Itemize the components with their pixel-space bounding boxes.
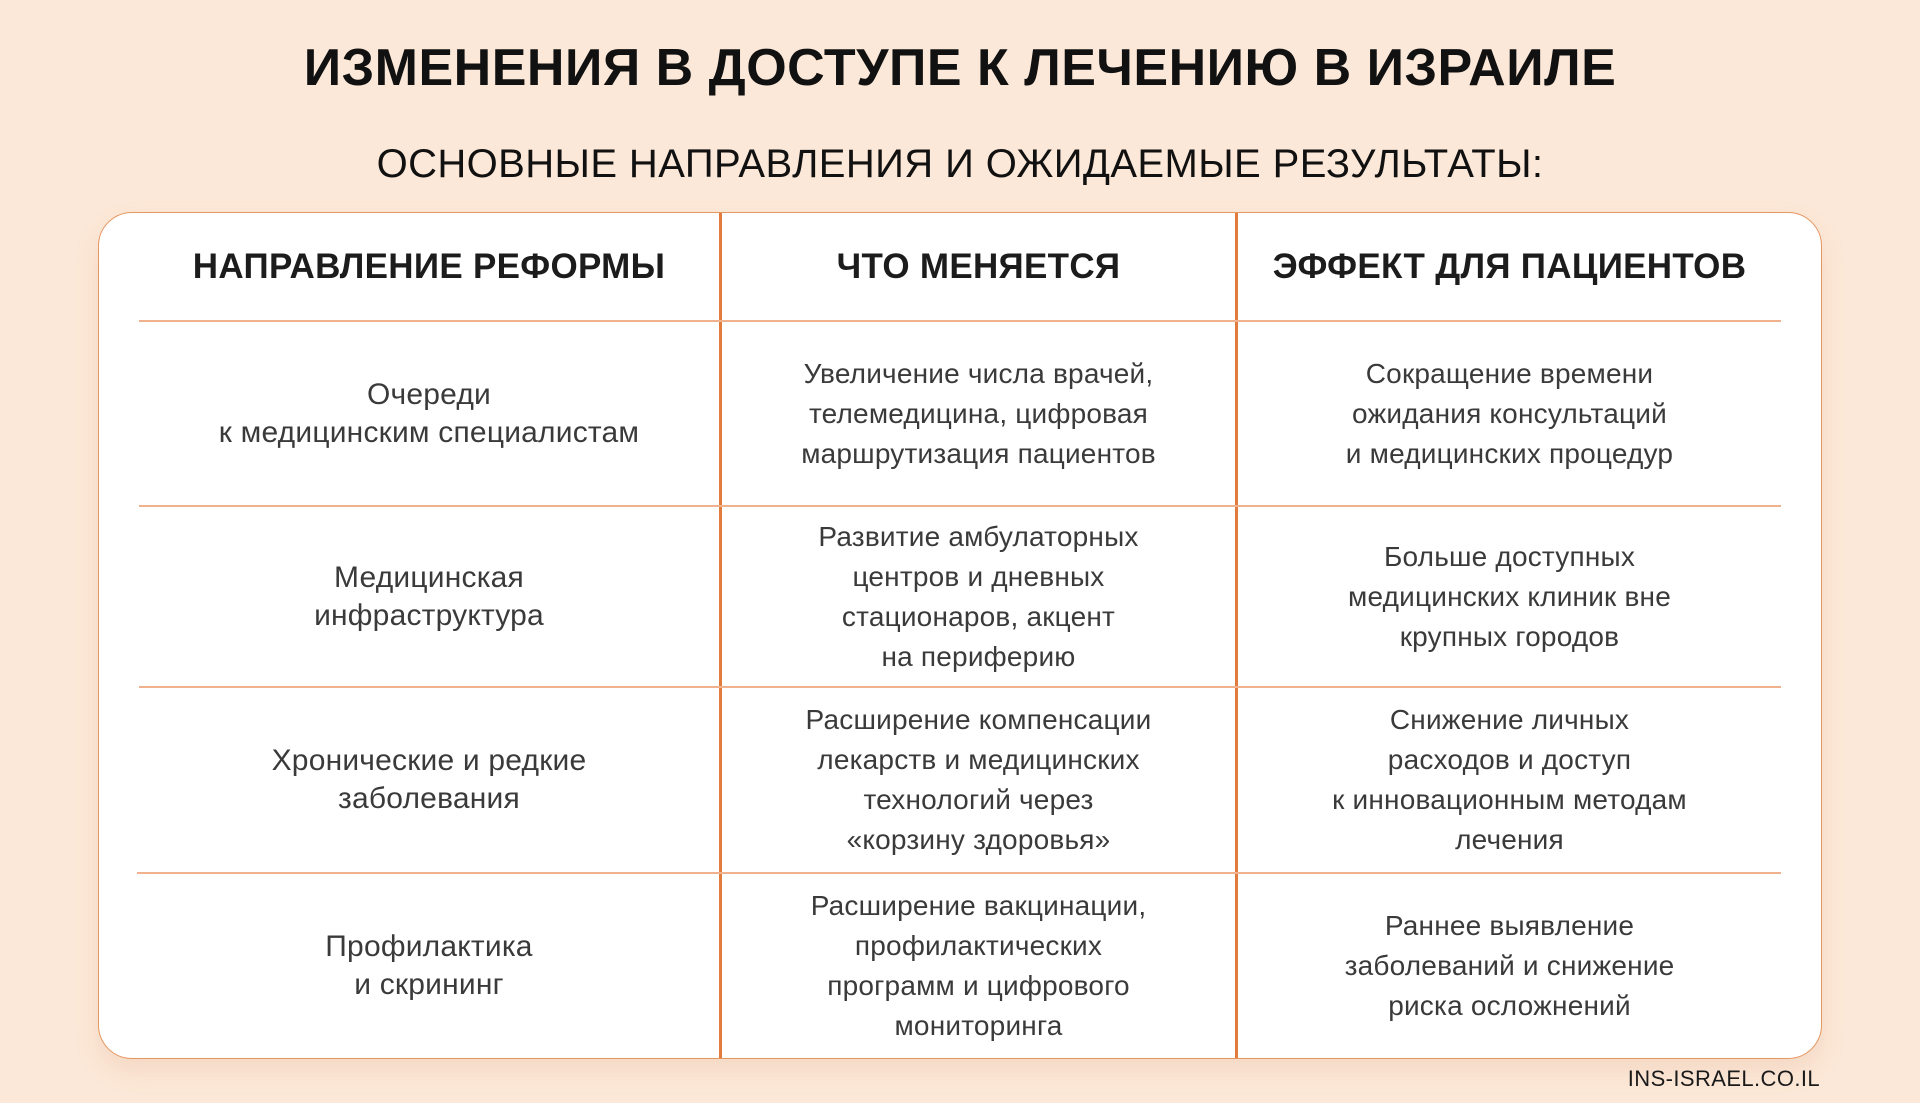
cell-text: Медицинская инфраструктура (314, 560, 544, 632)
cell-text: Раннее выявление заболеваний и снижение риска осложнений (1344, 910, 1675, 1021)
table-cell-direction (139, 507, 719, 686)
table-cell-effect (1238, 322, 1781, 505)
header-changes (722, 213, 1235, 320)
cell-text: Расширение вакцинации, профилактических программ и цифрового мониторинга (810, 890, 1147, 1041)
cell-text: Увеличение числа врачей, телемедицина, цифровая маршрутизация пациентов (801, 357, 1156, 469)
table-cell-direction (139, 322, 719, 505)
header-effect (1238, 213, 1781, 320)
page-title: ИЗМЕНЕНИЯ В ДОСТУПЕ К ЛЕЧЕНИЮ В ИЗРАИЛЕ (303, 39, 1617, 97)
cell-text: Хронические и редкие заболевания (271, 744, 587, 815)
table-cell-direction (139, 688, 719, 872)
cell-text: Профилактика и скрининг (325, 930, 533, 1001)
cell-text: Расширение компенсации лекарств и медицинских технологий через «корзину здоровья» (805, 704, 1152, 855)
cell-text: Снижение личных расходов и доступ к инновационным методам лечения (1332, 704, 1687, 855)
cell-text: Очереди к медицинским специалистам (218, 377, 640, 449)
header-direction (139, 213, 719, 320)
reform-table (98, 212, 1822, 1059)
header-effect-label: ЭФФЕКТ ДЛЯ ПАЦИЕНТОВ (1272, 246, 1747, 286)
cell-text: Развитие амбулаторных центров и дневных стационаров, акцент на периферию (818, 520, 1139, 672)
table-cell-changes (722, 688, 1235, 872)
site-url: INS-ISRAEL.CO.IL (1627, 1066, 1820, 1091)
table-cell-effect (1238, 688, 1781, 872)
cell-text: Сокращение времени ожидания консультаций и медицинских процедур (1345, 357, 1674, 469)
header-direction-label: НАПРАВЛЕНИЕ РЕФОРМЫ (192, 246, 666, 286)
header-changes-label: ЧТО МЕНЯЕТСЯ (836, 246, 1121, 286)
table-cell-changes (722, 507, 1235, 686)
table-cell-effect (1238, 874, 1781, 1058)
table-cell-effect (1238, 507, 1781, 686)
table-cell-changes (722, 322, 1235, 505)
page-subtitle: ОСНОВНЫЕ НАПРАВЛЕНИЯ И ОЖИДАЕМЫЕ РЕЗУЛЬТАТЫ: (376, 142, 1544, 186)
table-cell-changes (722, 874, 1235, 1058)
cell-text: Больше доступных медицинских клиник вне крупных городов (1348, 540, 1671, 652)
table-cell-direction (139, 874, 719, 1058)
